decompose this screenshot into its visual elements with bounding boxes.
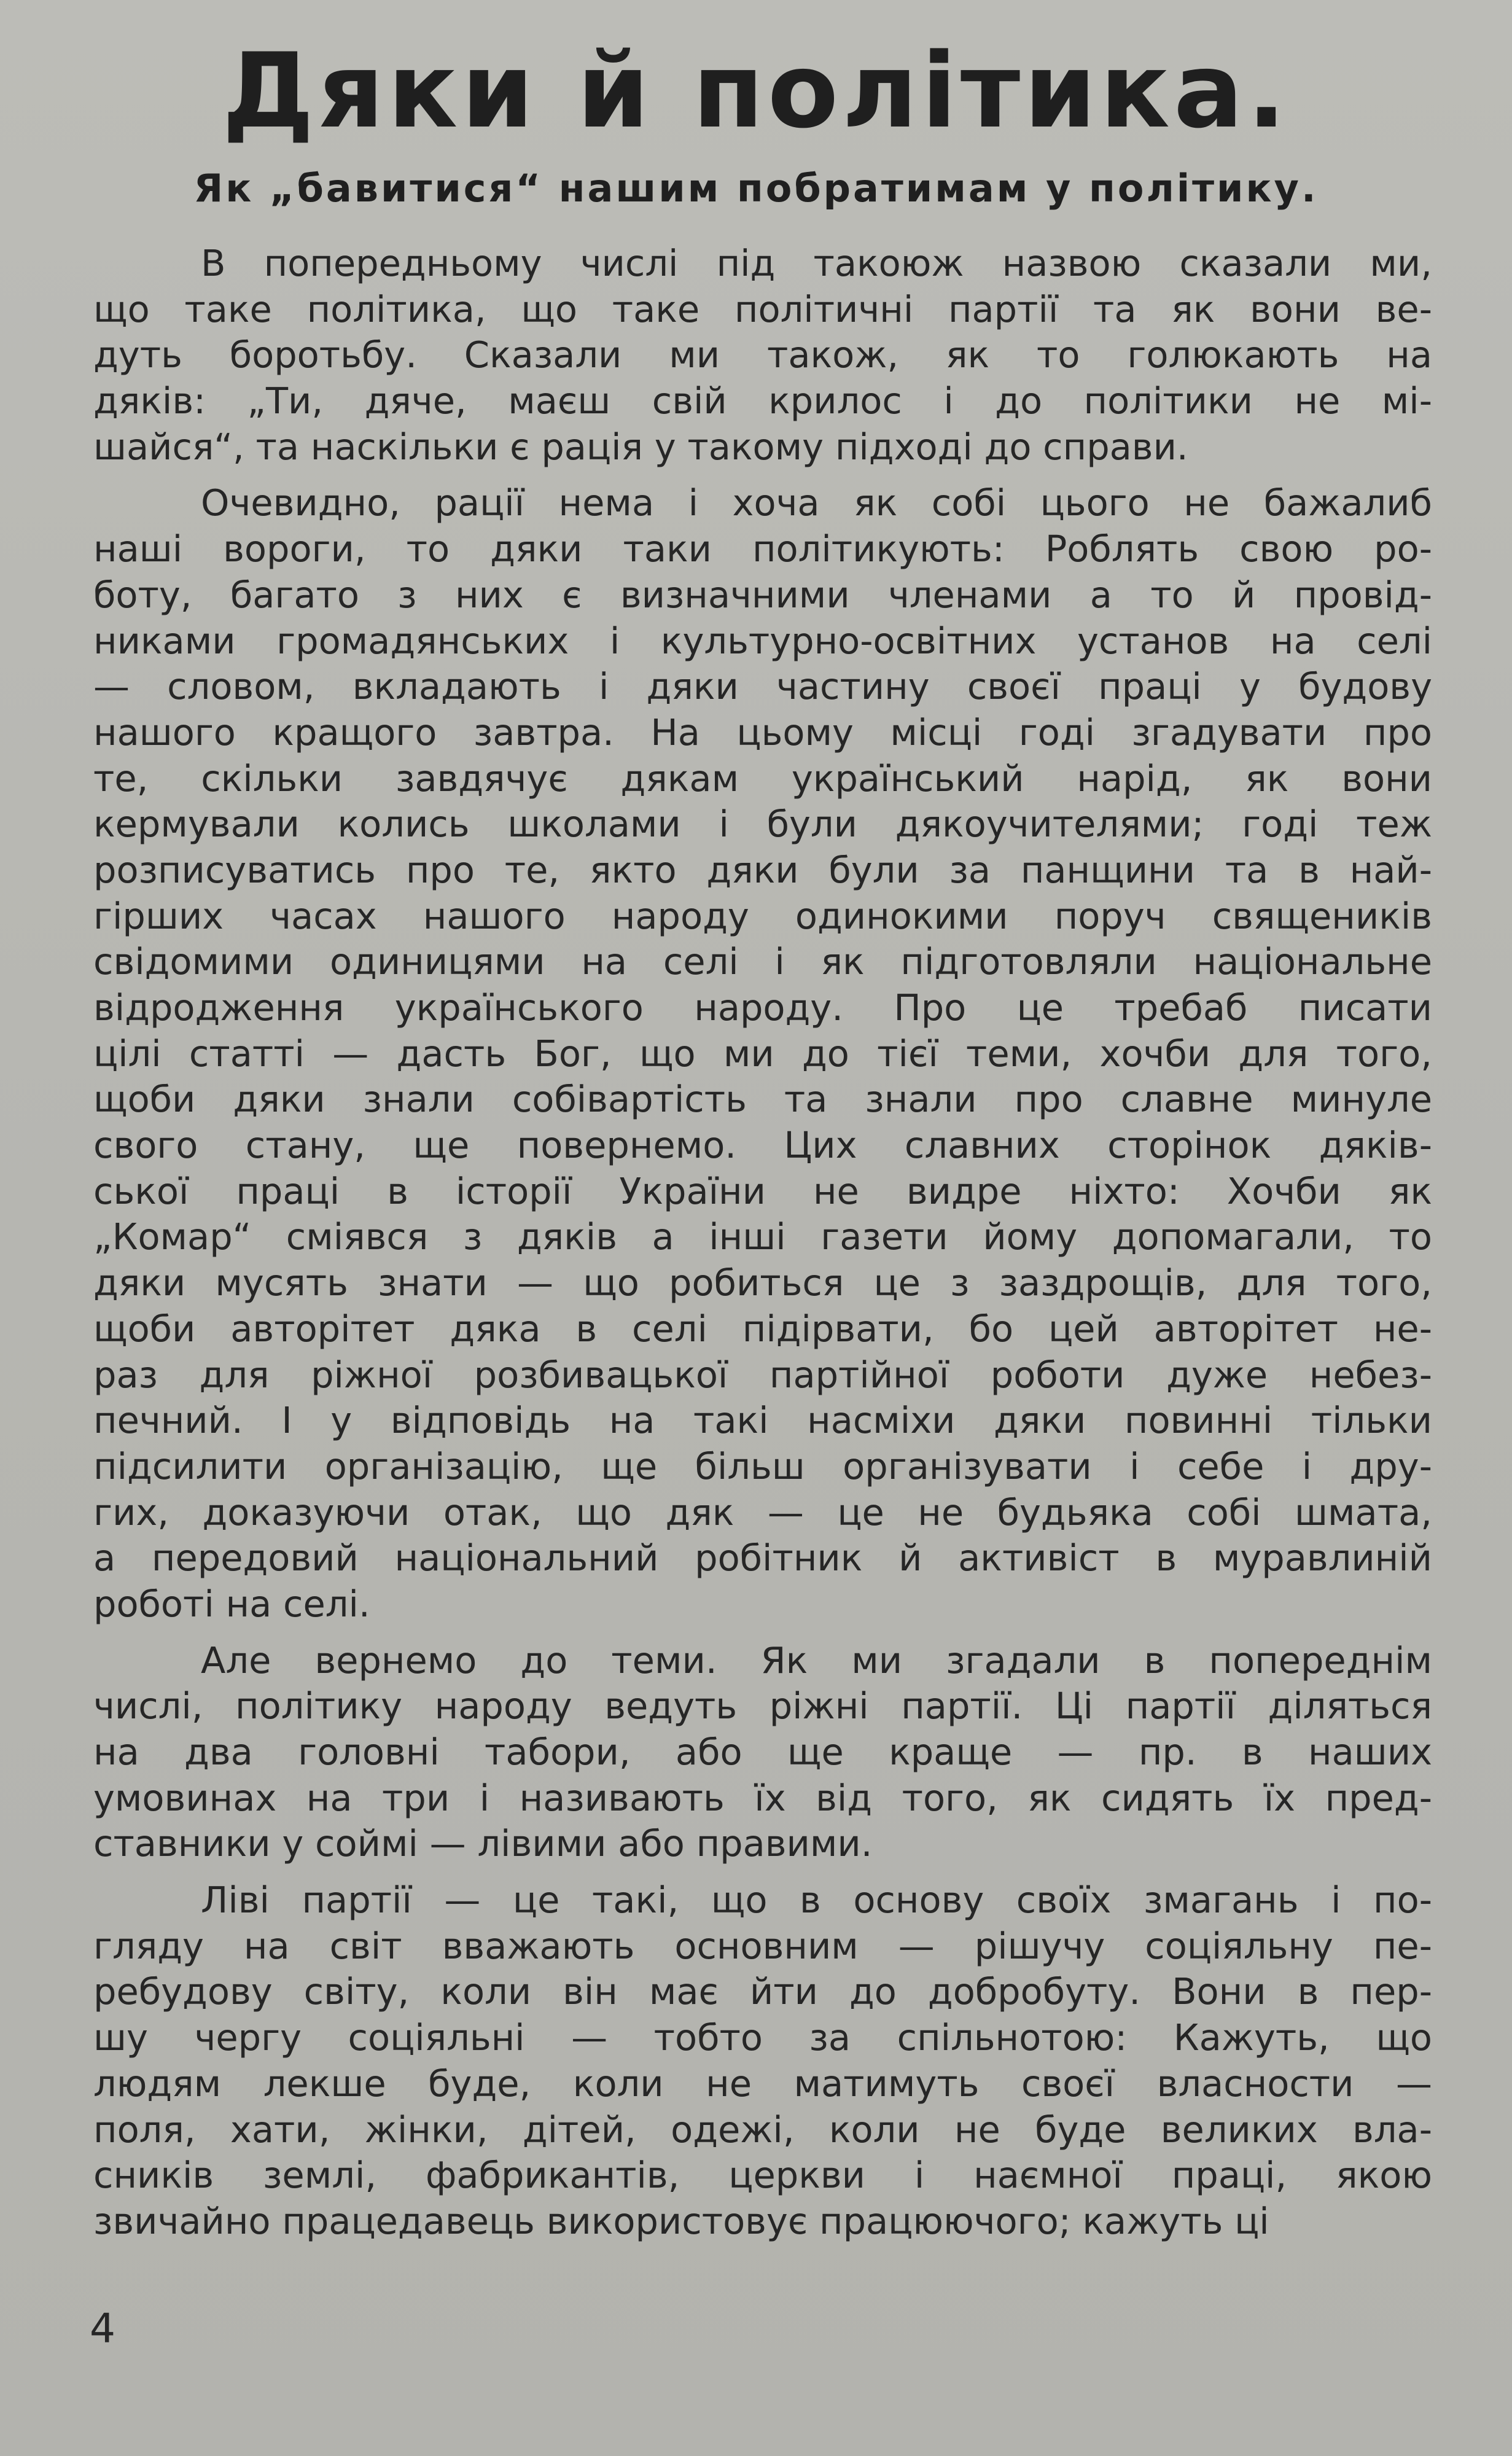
text-line: дяки мусять знати — що робиться це з заздрощів, для того,: [93, 1261, 1432, 1304]
text-line: никами громадянських і культурно-освітних установ на селі: [93, 619, 1432, 662]
text-line: боту, багато з них є визначними членами а то й провід-: [93, 573, 1432, 616]
text-line: нашого кращого завтра. На цьому місці годі згадувати про: [93, 711, 1432, 754]
text-line: те, скільки завдячує дякам український нарід, як вони: [93, 757, 1432, 800]
text-line: ребудову світу, коли він має йти до добробуту. Вони в пер-: [93, 1970, 1432, 2013]
text-line: числі, політику народу ведуть ріжні партії. Ці партії діляться: [93, 1685, 1432, 1728]
text-line: „Комар“ сміявся з дяків а інші газети йому допомагали, то: [93, 1215, 1432, 1258]
text-line: підсилити організацію, ще більш організувати і себе і дру-: [93, 1444, 1432, 1487]
text-line: свідомими одиницями на селі і як підготовляли національне: [93, 940, 1432, 983]
text-line: шайся“, та наскільки є рація у такому підході до справи.: [93, 425, 1188, 468]
text-line: кермували колись школами і були дякоучителями; годі теж: [93, 803, 1432, 846]
text-line: В попередньому числі під такоюж назвою сказали ми,: [201, 242, 1432, 284]
text-line: щоби авторітет дяка в селі підірвати, бо цей авторітет не-: [93, 1307, 1432, 1350]
text-line: відродження українського народу. Про це требаб писати: [93, 986, 1432, 1029]
article-title: Дяки й політика.: [222, 31, 1290, 151]
text-line: наші вороги, то дяки таки політикують: Роблять свою ро-: [93, 528, 1432, 571]
paragraph: [93, 241, 1432, 470]
text-line: гірших часах нашого народу одинокими поруч священиків: [93, 894, 1432, 937]
text-line: а передовий національний робітник й активіст в муравлиній: [93, 1537, 1432, 1580]
text-line: гляду на світ вважають основним — рішучу соціяльну пе-: [93, 1924, 1432, 1967]
text-line: цілі статті — дасть Бог, що ми до тієї теми, хочби для того,: [93, 1032, 1432, 1075]
text-line: ставники у соймі — лівими або правими.: [93, 1822, 873, 1865]
text-line: ської праці в історії України не видре ніхто: Хочби як: [93, 1169, 1432, 1212]
text-line: умовинах на три і називають їх від того, як сидять їх пред-: [93, 1776, 1432, 1819]
text-line: гих, доказуючи отак, що дяк — це не будьяка собі шмата,: [93, 1491, 1432, 1534]
text-line: шу чергу соціяльні — тобто за спільнотою: Кажуть, що: [93, 2016, 1432, 2059]
text-line: Ліві партії — це такі, що в основу своїх змагань і по-: [201, 1879, 1432, 1922]
paragraph: [93, 1638, 1432, 1867]
text-line: на два головні табори, або ще краще — пр. в наших: [93, 1731, 1432, 1773]
text-line: Але вернемо до теми. Як ми згадали в попереднім: [201, 1639, 1432, 1682]
text-line: людям лекше буде, коли не матимуть своєї власности —: [93, 2062, 1432, 2105]
text-line: свого стану, ще повернемо. Цих славних сторінок дяків-: [93, 1124, 1432, 1167]
paragraph: [93, 480, 1432, 1627]
text-line: дяків: „Ти, дяче, маєш свій крилос і до політики не мі-: [93, 380, 1432, 423]
text-line: печний. І у відповідь на такі насміхи дяки повинні тільки: [93, 1399, 1432, 1442]
article-subtitle: Як „бавитися“ нашим побратимам у політику.: [193, 166, 1319, 211]
article-body: [93, 241, 1432, 2255]
text-line: розписуватись про те, якто дяки були за панщини та в най-: [93, 848, 1432, 891]
text-line: — словом, вкладають і дяки частину своєї праці у будову: [93, 665, 1432, 708]
text-line: дуть боротьбу. Сказали ми також, як то голюкають на: [93, 333, 1432, 376]
text-line: що таке політика, що таке політичні партії та як вони ве-: [93, 287, 1432, 330]
text-line: звичайно працедавець використовує працюючого; кажуть ці: [93, 2199, 1269, 2242]
text-line: раз для ріжної розбивацької партійної роботи дуже небез-: [93, 1353, 1432, 1396]
text-line: щоби дяки знали собівартість та знали про славне минуле: [93, 1078, 1432, 1121]
text-line: Очевидно, рації нема і хоча як собі цього не бажалиб: [201, 481, 1432, 524]
text-line: сників землі, фабрикантів, церкви і наємної праці, якою: [93, 2154, 1432, 2197]
text-line: роботі на селі.: [93, 1582, 370, 1625]
page-number: 4: [90, 2305, 115, 2352]
text-line: поля, хати, жінки, дітей, одежі, коли не буде великих вла-: [93, 2108, 1432, 2151]
paragraph: [93, 1877, 1432, 2245]
